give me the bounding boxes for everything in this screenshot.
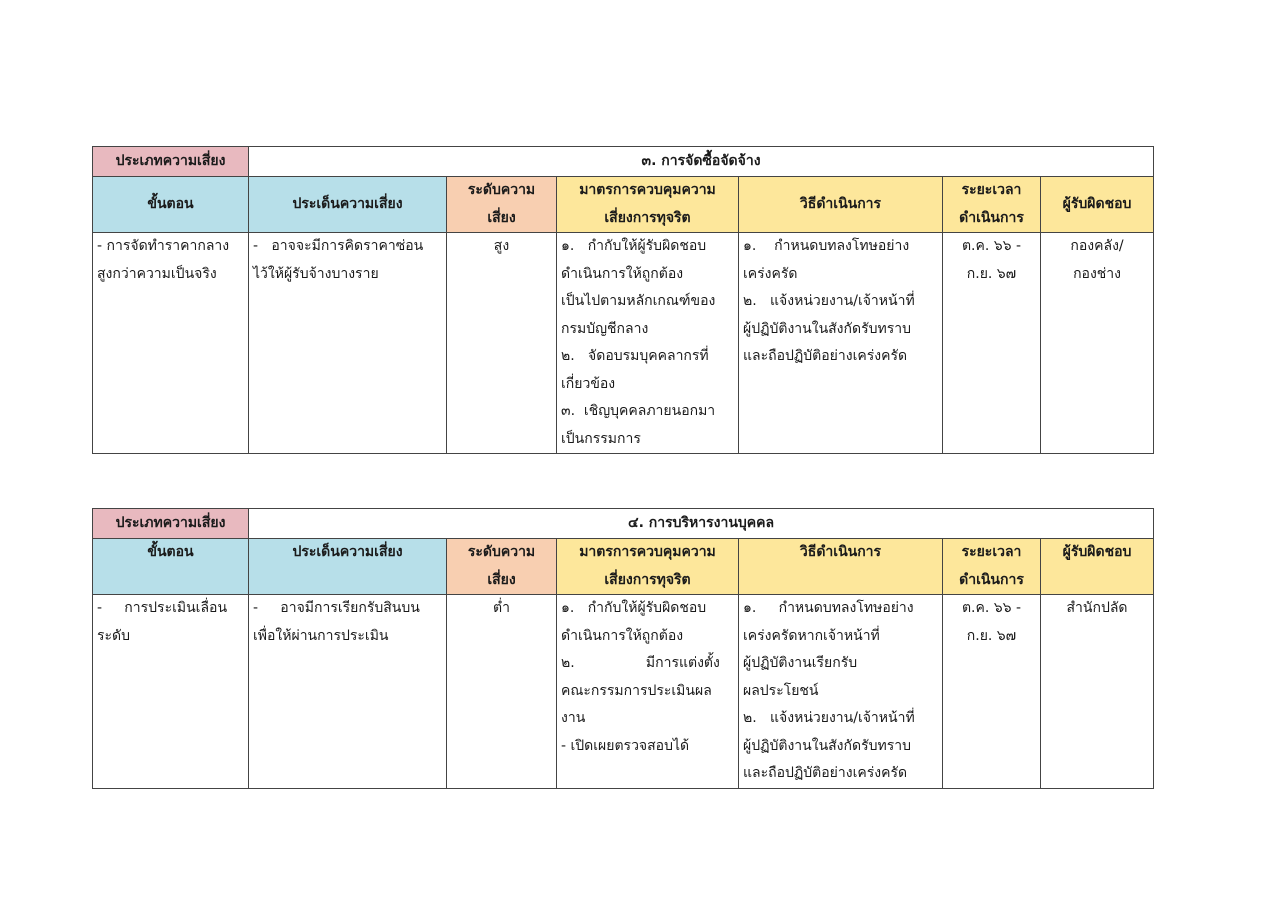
header-measure: มาตรการควบคุมความ เสี่ยงการทุจริต [557,177,739,233]
cell-owner: กองคลัง/ กองช่าง [1041,233,1154,454]
header-step: ขั้นตอน [93,539,249,595]
risk-table-procurement [92,146,1154,454]
header-measure: มาตรการควบคุมความ เสี่ยงการทุจริต [557,539,739,595]
header-level: ระดับความ เสี่ยง [447,539,557,595]
cell-issue: - อาจจะมีการคิดราคาซ่อน ไว้ให้ผู้รับจ้างบางราย [249,233,447,454]
header-method: วิธีดำเนินการ [739,177,943,233]
cell-measure: ๑. กำกับให้ผู้รับผิดชอบ ดำเนินการให้ถูกต้อง เป็นไปตามหลักเกณฑ์ของ กรมบัญชีกลาง ๒. จัดอบรมบุคคลากรที่ เกี่ยวข้อง ๓. เชิญบุคคลภายนอกมา เป็นกรรมการ [557,233,739,454]
cell-period: ต.ค. ๖๖ - ก.ย. ๖๗ [943,233,1041,454]
cell-level: ต่ำ [447,595,557,789]
table-row [93,595,1154,789]
cell-issue: - อาจมีการเรียกรับสินบน เพื่อให้ผ่านการประเมิน [249,595,447,789]
risk-type-title: ๔. การบริหารงานบุคคล [249,509,1154,539]
cell-measure: ๑. กำกับให้ผู้รับผิดชอบ ดำเนินการให้ถูกต้อง ๒. มีการแต่งตั้ง คณะกรรมการประเมินผล งาน - เปิดเผยตรวจสอบได้ [557,595,739,789]
table-row [93,233,1154,454]
risk-table-personnel [92,508,1154,789]
cell-step: - การจัดทำราคากลาง สูงกว่าความเป็นจริง [93,233,249,454]
header-method: วิธีดำเนินการ [739,539,943,595]
header-issue: ประเด็นความเสี่ยง [249,177,447,233]
cell-method: ๑. กำหนดบทลงโทษอย่าง เคร่งครัดหากเจ้าหน้าที่ ผู้ปฏิบัติงานเรียกรับ ผลประโยชน์ ๒. แจ้งหน่วยงาน/เจ้าหน้าที่ ผู้ปฏิบัติงานในสังกัดรับทราบ และถือปฏิบัติอย่างเคร่งครัด [739,595,943,789]
header-issue: ประเด็นความเสี่ยง [249,539,447,595]
cell-method: ๑. กำหนดบทลงโทษอย่าง เคร่งครัด ๒. แจ้งหน่วยงาน/เจ้าหน้าที่ ผู้ปฏิบัติงานในสังกัดรับทราบ และถือปฏิบัติอย่างเคร่งครัด [739,233,943,454]
header-period: ระยะเวลา ดำเนินการ [943,539,1041,595]
cell-step: - การประเมินเลื่อน ระดับ [93,595,249,789]
header-step: ขั้นตอน [93,177,249,233]
risk-type-label: ประเภทความเสี่ยง [93,147,249,177]
risk-type-label: ประเภทความเสี่ยง [93,509,249,539]
header-owner: ผู้รับผิดชอบ [1041,539,1154,595]
cell-owner: สำนักปลัด [1041,595,1154,789]
risk-type-title: ๓. การจัดซื้อจัดจ้าง [249,147,1154,177]
cell-period: ต.ค. ๖๖ - ก.ย. ๖๗ [943,595,1041,789]
header-level: ระดับความ เสี่ยง [447,177,557,233]
header-owner: ผู้รับผิดชอบ [1041,177,1154,233]
header-period: ระยะเวลา ดำเนินการ [943,177,1041,233]
cell-level: สูง [447,233,557,454]
